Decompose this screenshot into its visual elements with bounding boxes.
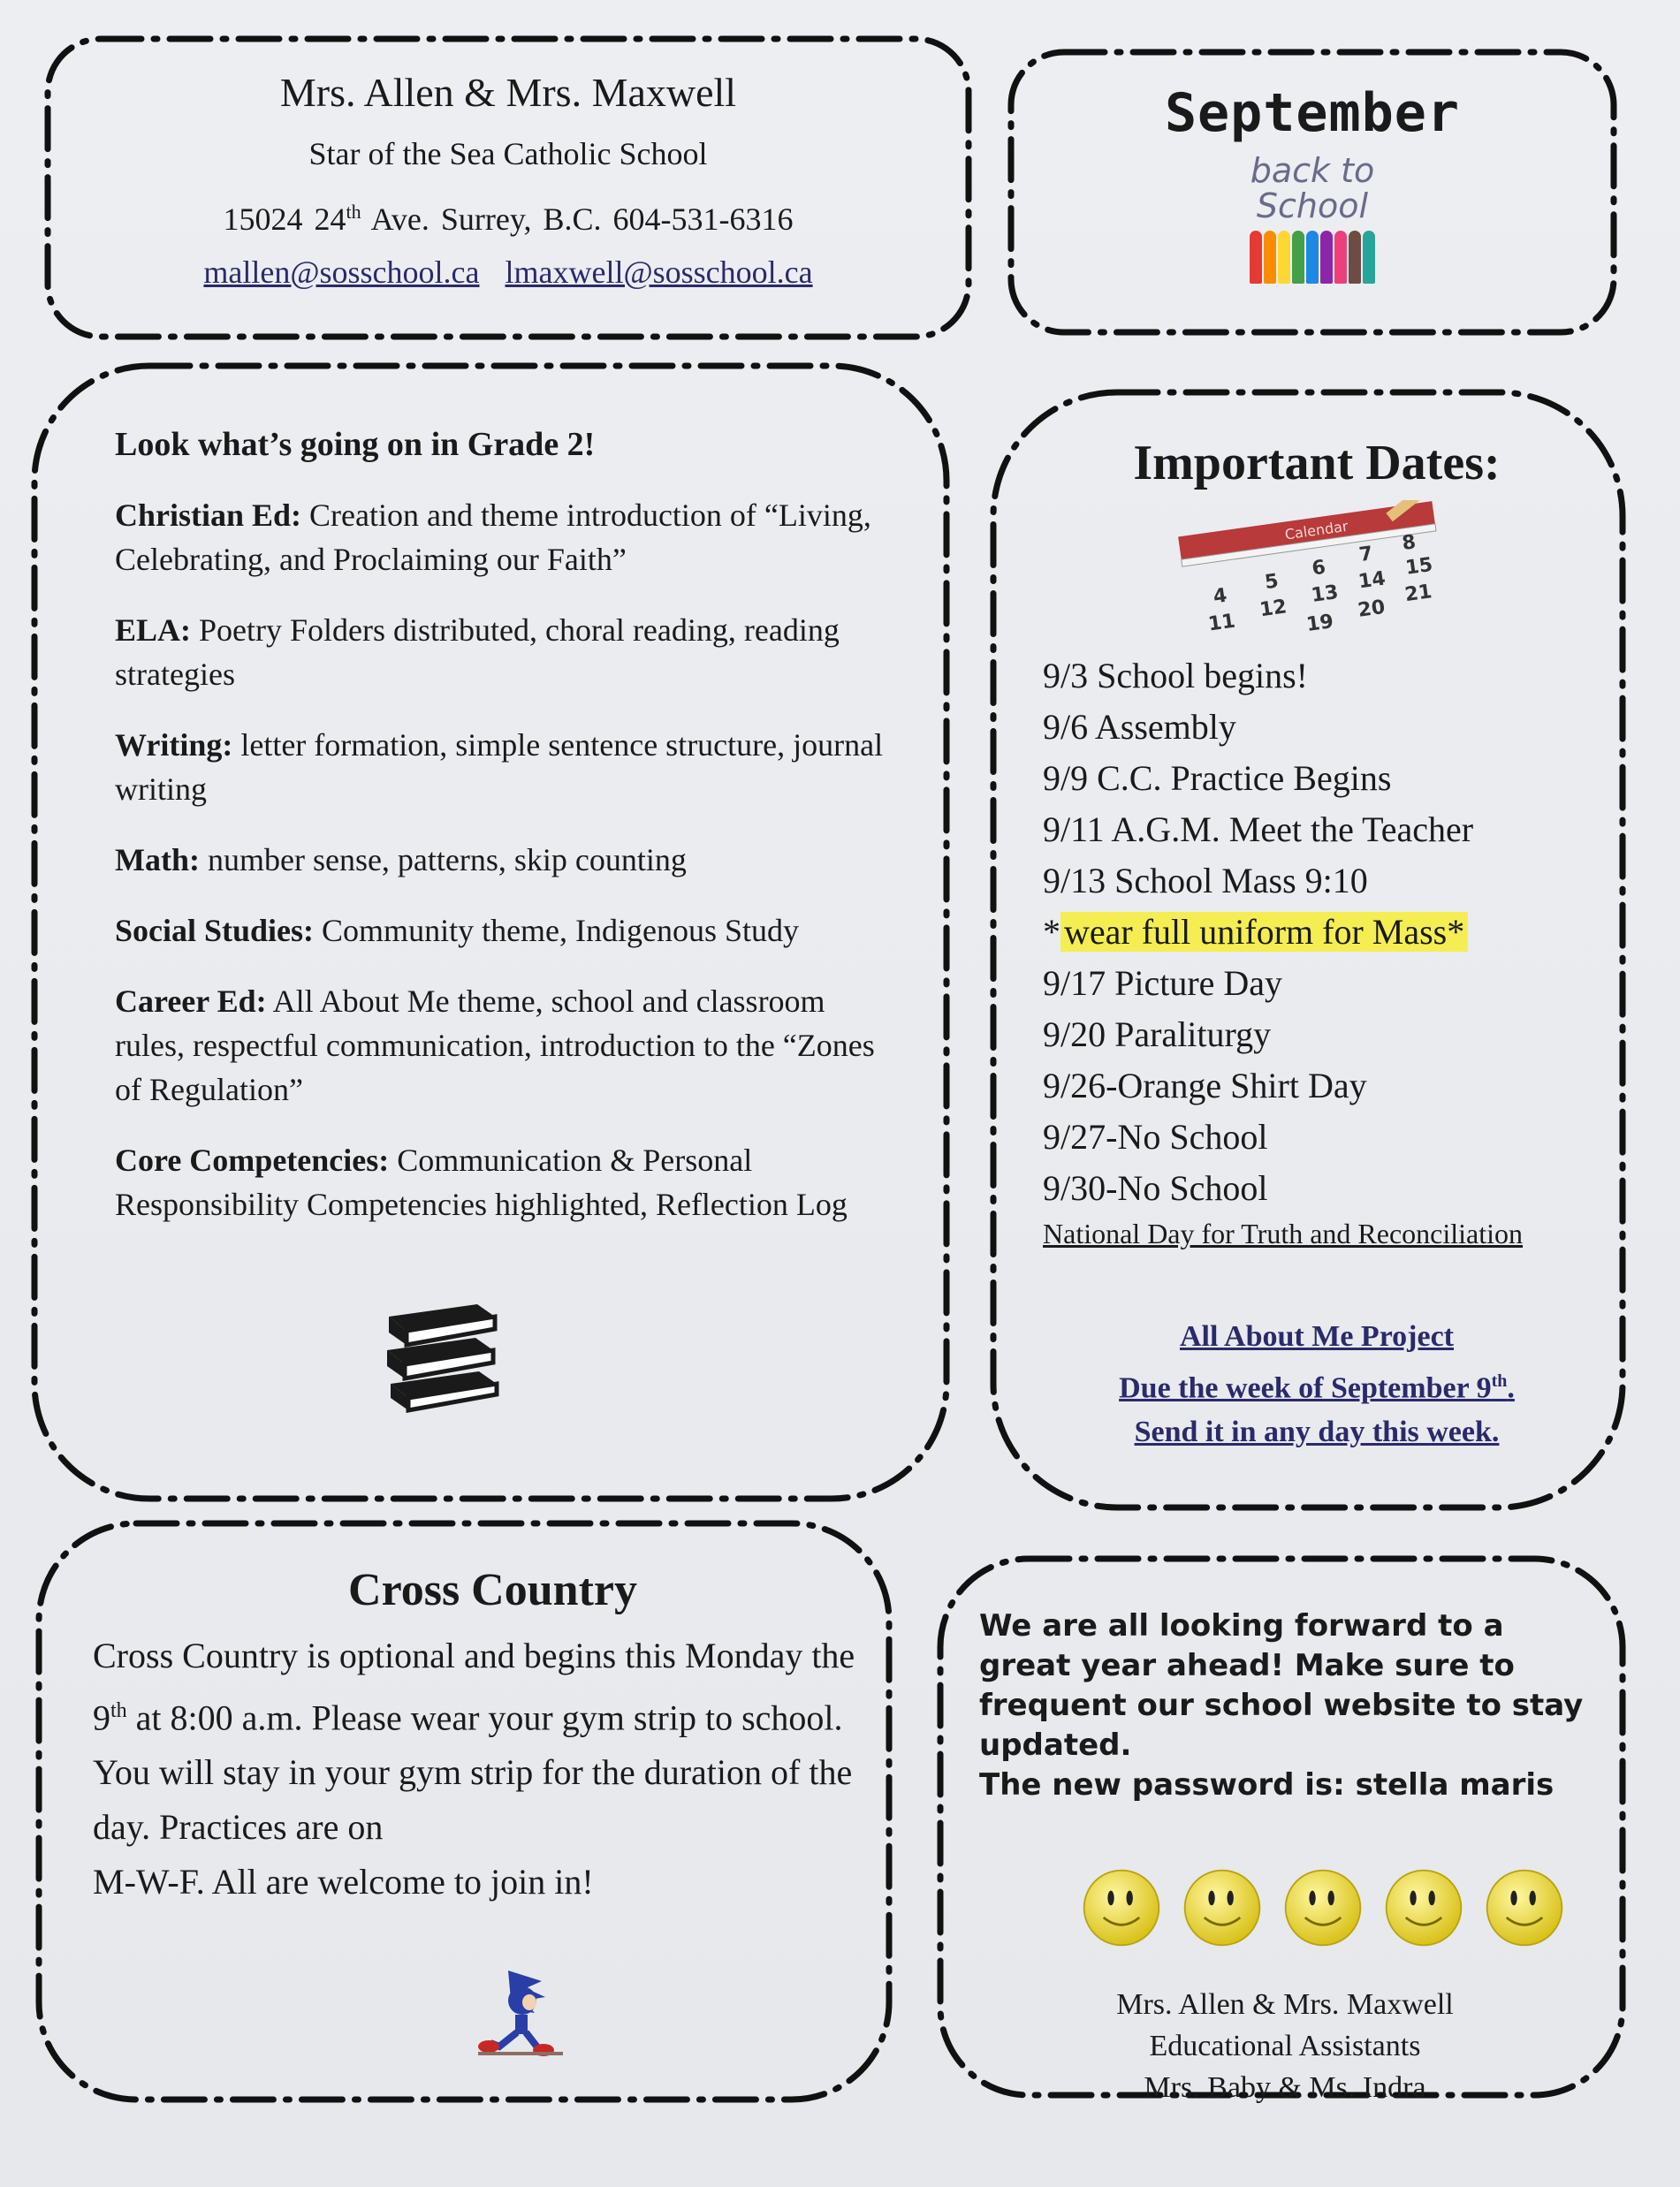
closing-message: We are all looking forward to a great year ahead! Make sure to frequent our school website to stay updated. bbox=[979, 1608, 1584, 1763]
project-due: Due the week of September 9th. bbox=[1119, 1371, 1515, 1405]
subject-item: Core Competencies: Communication & Personal Responsibility Competencies highlighted, Reflection Log bbox=[115, 1143, 848, 1222]
uniform-highlight: wear full uniform for Mass* bbox=[1060, 912, 1468, 952]
date-item: 9/30-No School bbox=[1043, 1168, 1268, 1208]
svg-text:7: 7 bbox=[1357, 543, 1374, 567]
dates-title: Important Dates: bbox=[1133, 436, 1501, 490]
crayon bbox=[1250, 231, 1262, 284]
smiley-row bbox=[1081, 1867, 1591, 1948]
project-send: Send it in any day this week. bbox=[1134, 1416, 1500, 1449]
date-item: * wear full uniform for Mass* bbox=[1043, 907, 1591, 958]
cross-country-text: Cross Country is optional and begins this Monday the 9th at 8:00 a.m. Please wear your gym strip to school. You will stay in your gym strip for the duration of the day. Practices are on M-W-F. All are welcome to join in! bbox=[93, 1636, 855, 1902]
email-link-allen[interactable]: mallen@sosschool.ca bbox=[203, 254, 480, 290]
grade-box bbox=[31, 362, 950, 1502]
svg-text:12: 12 bbox=[1258, 596, 1289, 622]
subject-item: ELA: Poetry Folders distributed, choral reading, reading strategies bbox=[115, 612, 840, 692]
email-links bbox=[44, 254, 972, 291]
svg-text:Calendar: Calendar bbox=[1283, 517, 1349, 543]
school-name: Star of the Sea Catholic School bbox=[308, 136, 708, 171]
svg-text:6: 6 bbox=[1310, 556, 1327, 581]
crayon bbox=[1306, 231, 1319, 284]
crayon bbox=[1320, 231, 1333, 284]
school-address: 15024 24th Ave. Surrey, B.C. 604-531-6316 bbox=[223, 201, 794, 237]
crayon bbox=[1278, 231, 1290, 284]
date-item: 9/11 A.G.M. Meet the Teacher bbox=[1043, 809, 1474, 849]
svg-text:19: 19 bbox=[1304, 611, 1335, 637]
cross-country-title: Cross Country bbox=[348, 1565, 637, 1615]
date-item: 9/20 Paraliturgy bbox=[1043, 1014, 1272, 1054]
dates-box bbox=[990, 389, 1626, 1511]
date-item: 9/6 Assembly bbox=[1043, 707, 1236, 747]
svg-text:21: 21 bbox=[1403, 581, 1433, 607]
books-icon bbox=[380, 1299, 504, 1414]
svg-text:8: 8 bbox=[1400, 531, 1418, 556]
subject-item: Career Ed: All About Me theme, school and classroom rules, respectful communication, introduction to the “Zones of Regulation” bbox=[115, 983, 875, 1107]
crayons-icon bbox=[1007, 231, 1617, 284]
date-item: 9/3 School begins! bbox=[1043, 656, 1308, 695]
crayon bbox=[1363, 231, 1375, 284]
back-to-school-text: back to School bbox=[1250, 151, 1375, 225]
grade-heading: Look what’s going on in Grade 2! bbox=[115, 426, 596, 463]
svg-text:15: 15 bbox=[1403, 553, 1434, 580]
date-item: 9/27-No School bbox=[1043, 1117, 1268, 1157]
calendar-icon bbox=[1158, 500, 1476, 642]
project-title: All About Me Project bbox=[1179, 1320, 1455, 1353]
header-box bbox=[44, 35, 972, 340]
date-item: 9/13 School Mass 9:10 bbox=[1043, 861, 1368, 900]
subject-item: Christian Ed: Creation and theme introduction of “Living, Celebrating, and Proclaiming our Faith” bbox=[115, 497, 871, 577]
month-title: September bbox=[1164, 82, 1461, 144]
cross-country-box bbox=[35, 1520, 893, 2103]
smiley-icon bbox=[1484, 1867, 1565, 1948]
month-box bbox=[1007, 49, 1617, 336]
project-notice bbox=[1043, 1315, 1591, 1454]
crayon bbox=[1264, 231, 1276, 284]
smiley-icon bbox=[1081, 1867, 1162, 1948]
svg-text:14: 14 bbox=[1357, 567, 1387, 594]
svg-text:11: 11 bbox=[1206, 610, 1237, 636]
date-item: 9/26-Orange Shirt Day bbox=[1043, 1066, 1367, 1105]
subject-item: Social Studies: Community theme, Indigenous Study bbox=[115, 913, 800, 948]
signature: Mrs. Allen & Mrs. Maxwell Educational Assistants Mrs. Baby & Ms. Indra bbox=[1116, 1988, 1454, 2104]
crayon bbox=[1334, 231, 1347, 284]
crayon bbox=[1292, 231, 1304, 284]
svg-text:5: 5 bbox=[1263, 570, 1281, 595]
truth-reconciliation-note: National Day for Truth and Reconciliation bbox=[1043, 1218, 1524, 1249]
subject-list bbox=[115, 493, 897, 1226]
crayon bbox=[1349, 231, 1361, 284]
date-list bbox=[1043, 650, 1591, 1214]
svg-text:13: 13 bbox=[1310, 581, 1340, 608]
smiley-icon bbox=[1282, 1867, 1364, 1948]
smiley-icon bbox=[1383, 1867, 1464, 1948]
svg-text:20: 20 bbox=[1357, 596, 1387, 622]
smiley-icon bbox=[1182, 1867, 1263, 1948]
date-item: 9/17 Picture Day bbox=[1043, 963, 1283, 1003]
website-password: The new password is: stella maris bbox=[979, 1767, 1555, 1803]
email-link-maxwell[interactable]: lmaxwell@sosschool.ca bbox=[505, 254, 813, 290]
subject-item: Writing: letter formation, simple sentence structure, journal writing bbox=[115, 727, 884, 807]
date-item: 9/9 C.C. Practice Begins bbox=[1043, 758, 1392, 798]
closing-box bbox=[937, 1555, 1626, 2104]
runner-icon bbox=[473, 1962, 570, 2059]
subject-item: Math: number sense, patterns, skip counting bbox=[115, 842, 687, 877]
svg-text:4: 4 bbox=[1212, 584, 1228, 609]
teacher-names: Mrs. Allen & Mrs. Maxwell bbox=[279, 70, 737, 115]
